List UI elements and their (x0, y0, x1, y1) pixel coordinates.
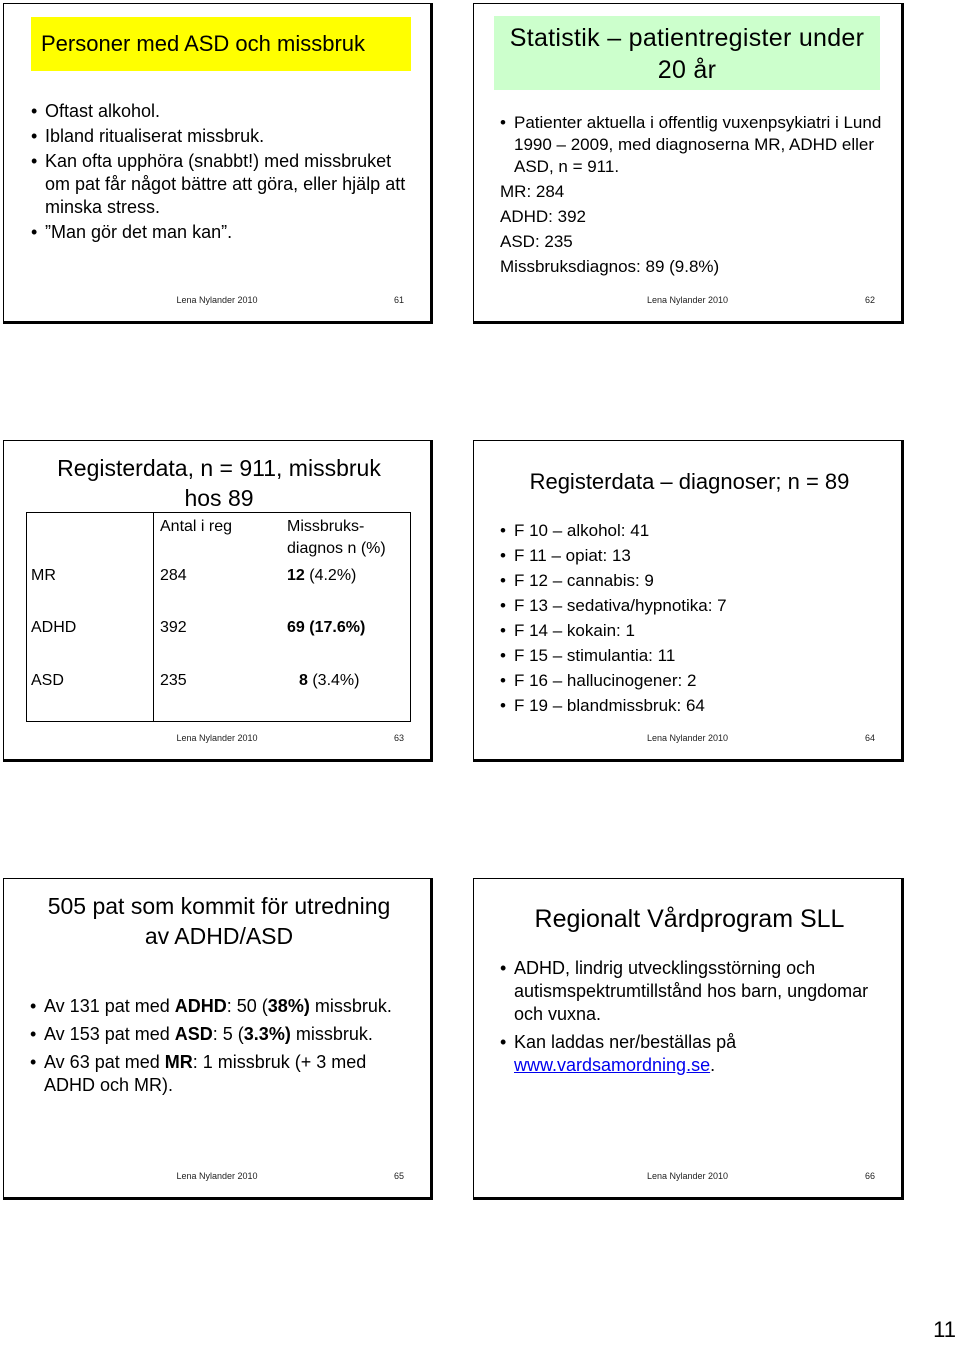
list-item: • Kan ofta upphöra (snabbt!) med missbruket om pat får något bättre att göra, eller hjälp att minska stress. (31, 150, 421, 219)
list-item: • Patienter aktuella i offentlig vuxenpsykiatri i Lund 1990 – 2009, med diagnoserna MR, ADHD eller ASD, n = 911. (500, 112, 890, 178)
text-run: Av 131 pat med (44, 996, 175, 1016)
slide-number: 65 (393, 1171, 404, 1181)
bullet-list (31, 100, 421, 246)
title-line: 20 år (657, 56, 717, 84)
slide-number: 66 (864, 1171, 875, 1181)
text-run-bold: 3.3%) (243, 1024, 291, 1044)
row-value (299, 671, 359, 691)
title-line: Statistik – patientregister under (509, 24, 865, 52)
list-item (500, 1031, 890, 1077)
list-item: • F 19 – blandmissbruk: 64 (500, 695, 890, 717)
text-run: : 50 ( (226, 996, 268, 1016)
slide-64 (473, 440, 904, 762)
row-value (287, 618, 365, 638)
text-run: Av 63 pat med (44, 1052, 165, 1072)
row-value (287, 566, 356, 586)
row-label: MR (31, 567, 56, 584)
title-line: Registerdata, n = 911, missbruk (57, 455, 381, 481)
list-item: • F 12 – cannabis: 9 (500, 570, 890, 592)
slide-footer (4, 733, 430, 747)
table-divider (153, 513, 154, 721)
slide-footer (4, 295, 430, 309)
title-line: av ADHD/ASD (144, 923, 294, 949)
text-run: missbruk. (290, 1024, 373, 1044)
list-item (30, 1023, 410, 1046)
footer-author: Lena Nylander 2010 (176, 1171, 258, 1181)
slide-title (14, 453, 424, 513)
title-line: 505 pat som kommit för utredning (47, 893, 391, 919)
slide-footer (4, 1171, 430, 1185)
list-item: • F 15 – stimulantia: 11 (500, 645, 890, 667)
table-header: diagnos n (%) (287, 540, 386, 557)
list-item: • F 14 – kokain: 1 (500, 620, 890, 642)
list-item: • F 10 – alkohol: 41 (500, 520, 890, 542)
list-item: • F 11 – opiat: 13 (500, 545, 890, 567)
row-count: 392 (160, 619, 187, 636)
slide-footer (474, 1171, 901, 1185)
slide-footer (474, 295, 901, 309)
bullet-list (30, 995, 410, 1102)
text-run: : 5 ( (212, 1024, 244, 1044)
slide-number: 63 (393, 733, 404, 743)
list-item (30, 1051, 410, 1097)
table-header: Missbruks- (287, 518, 365, 535)
footer-author: Lena Nylander 2010 (176, 733, 258, 743)
text-run: Kan laddas ner/beställas på (514, 1032, 737, 1052)
text-run: Av 153 pat med (44, 1024, 175, 1044)
register-table (26, 512, 411, 722)
bullet-list (500, 957, 890, 1082)
row-value-bold: 8 (299, 672, 308, 689)
slide-65 (3, 878, 433, 1200)
stat-line: ASD: 235 (500, 232, 573, 251)
row-value-pct: (4.2%) (304, 567, 357, 584)
slide-number: 64 (864, 733, 875, 743)
slide-title: Regionalt Vårdprogram SLL (534, 905, 845, 933)
bullet-list (500, 112, 890, 281)
footer-author: Lena Nylander 2010 (646, 733, 729, 743)
footer-author: Lena Nylander 2010 (176, 295, 258, 305)
bullet-list (500, 520, 890, 720)
row-label: ADHD (31, 619, 77, 636)
slide-title (14, 891, 424, 951)
slide-61 (3, 3, 433, 324)
slide-footer (474, 733, 901, 747)
row-count: 235 (160, 672, 187, 689)
list-item: • Oftast alkohol. (31, 100, 421, 123)
slide-number: 62 (864, 295, 875, 305)
text-run: : 1 missbruk (+ 3 med ADHD och MR). (44, 1052, 367, 1095)
slide-title (494, 16, 880, 90)
list-item: • F 16 – hallucinogener: 2 (500, 670, 890, 692)
slide-title: Personer med ASD och missbruk (31, 17, 411, 71)
footer-author: Lena Nylander 2010 (646, 295, 729, 305)
slide-number: 61 (393, 295, 404, 305)
list-item: • ”Man gör det man kan”. (31, 221, 421, 244)
text-run-bold: ADHD (174, 996, 227, 1016)
text-run-bold: 38%) (267, 996, 310, 1016)
text-run: missbruk. (309, 996, 392, 1016)
list-item: • F 13 – sedativa/hypnotika: 7 (500, 595, 890, 617)
page-number: 11 (933, 1317, 956, 1342)
row-value-bold: 12 (287, 567, 305, 584)
stat-line: MR: 284 (500, 182, 565, 201)
vardsamordning-link[interactable]: www.vardsamordning.se (514, 1055, 711, 1075)
row-value-pct: (3.4%) (307, 672, 360, 689)
footer-author: Lena Nylander 2010 (646, 1171, 729, 1181)
slide-63 (3, 440, 433, 762)
slide-62 (473, 3, 904, 324)
slide-66 (473, 878, 904, 1200)
title-line: hos 89 (184, 485, 254, 511)
row-value-bold: 69 (17.6%) (287, 619, 366, 636)
list-item: • ADHD, lindrig utvecklingsstörning och autismspektrumtillstånd hos barn, ungdomar och vuxna. (500, 957, 890, 1026)
text-run: . (710, 1055, 716, 1075)
summary-line: Missbruksdiagnos: 89 (9.8%) (500, 257, 720, 276)
row-count: 284 (160, 567, 187, 584)
stat-line: ADHD: 392 (500, 207, 586, 226)
list-item (30, 995, 410, 1018)
row-label: ASD (31, 672, 64, 689)
table-header: Antal i reg (160, 518, 233, 535)
slide-title: Registerdata – diagnoser; n = 89 (529, 469, 850, 494)
text-run-bold: ASD (174, 1024, 213, 1044)
text-run-bold: MR (164, 1052, 193, 1072)
list-item: • Ibland ritualiserat missbruk. (31, 125, 421, 148)
